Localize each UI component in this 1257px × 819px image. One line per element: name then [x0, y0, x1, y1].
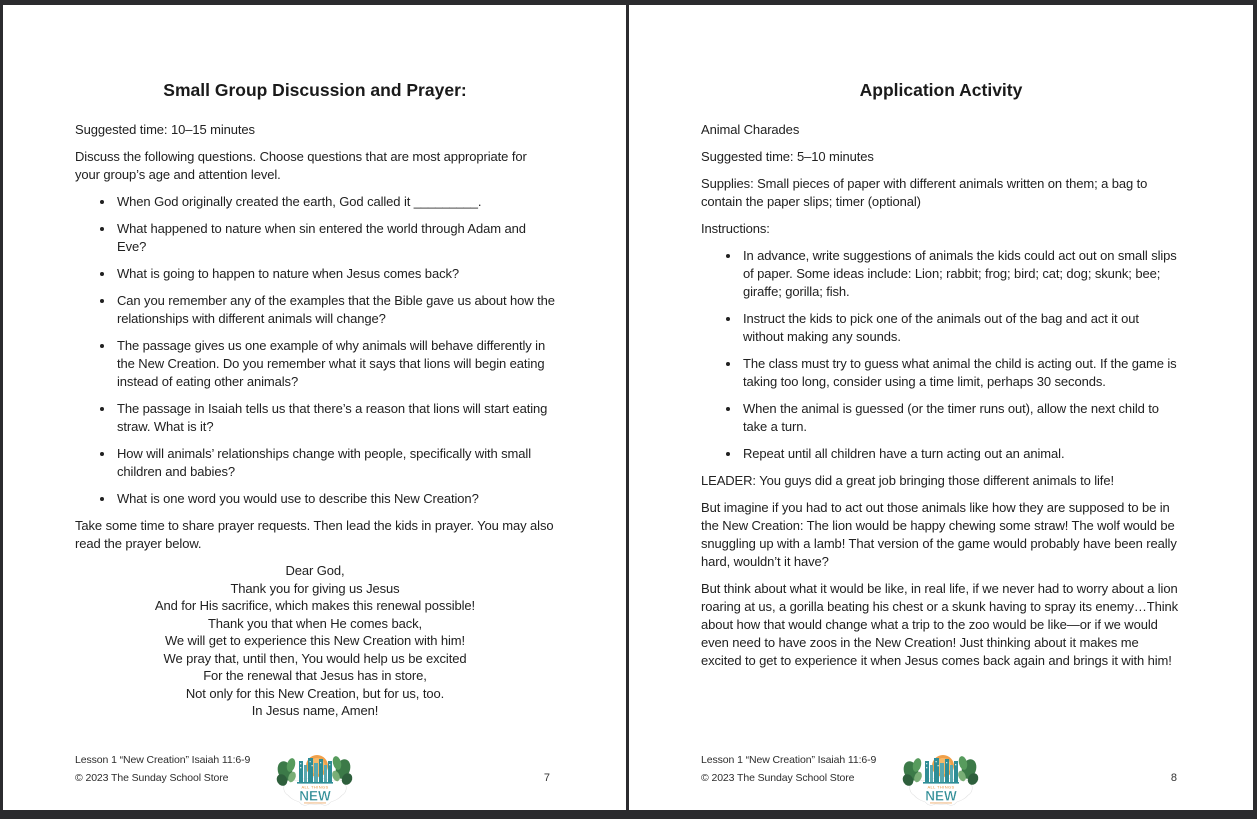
- instruction-item: • In advance, write suggestions of animals the kids could act out on small slips of paper. Some ideas include: Lion; rabbit; frog; bird; cat; dog; skunk; bee; giraffe; gorilla; fish.: [741, 247, 1181, 301]
- instruction-item: • Instruct the kids to pick one of the animals out of the bag and act it out without making any sounds.: [741, 310, 1181, 346]
- logo-wordmark: NEW: [925, 788, 957, 804]
- leader-script: LEADER: You guys did a great job bringing those different animals to life!: [701, 473, 1114, 488]
- logo-tagline: ALL THINGS: [927, 784, 955, 790]
- instruction-item: • The class must try to guess what animal the child is acting out. If the game is taking too long, consider using a time limit, perhaps 30 seconds.: [741, 355, 1181, 391]
- page-right-content: [629, 5, 1181, 670]
- all-things-new-logo: [275, 749, 355, 807]
- prayer-line: Thank you for giving us Jesus: [230, 580, 400, 596]
- all-things-new-logo: [901, 749, 981, 807]
- footer-lesson-line: Lesson 1 “New Creation” Isaiah 11:6-9: [75, 754, 251, 766]
- logo-tagline: ALL THINGS: [300, 784, 329, 790]
- suggested-time: Suggested time: 10–15 minutes: [75, 122, 255, 137]
- footer-lesson-line: Lesson 1 “New Creation” Isaiah 11:6-9: [701, 754, 877, 766]
- discussion-question: • The passage gives us one example of why animals will behave differently in the New Creation. Do you remember what it says that lions will begin eating instead of eating other animals?: [115, 337, 555, 391]
- prayer-line: Thank you that when He comes back,: [207, 615, 423, 631]
- page-number: 8: [1170, 772, 1177, 784]
- page-number: 7: [543, 772, 550, 784]
- footer-lesson-info: [75, 752, 250, 787]
- instructions-label: Instructions:: [701, 221, 770, 236]
- leader-script: But think about what it would be like, in real life, if we never had to worry about a lion roaring at us, a gorilla beating his chest or a skunk having to spray its enemy…Think about how that would change what a trip to the zoo would be like—or if we would even need to have zoos in the New Creation! Just thinking about it makes me excited to get to experience it when Jesus comes back again and brings it with him!: [701, 581, 1179, 668]
- discussion-question: • What happened to nature when sin entered the world through Adam and Eve?: [115, 220, 555, 256]
- prayer-intro: Take some time to share prayer requests. Then lead the kids in prayer. You may also read the prayer below.: [75, 518, 554, 551]
- activity-name: Animal Charades: [701, 122, 800, 137]
- logo-wordmark: NEW: [298, 788, 331, 804]
- prayer-line: In Jesus name, Amen!: [251, 703, 379, 718]
- instruction-list: [701, 247, 1181, 463]
- discussion-question: • When God originally created the earth, God called it _________.: [115, 193, 555, 211]
- page-title: Small Group Discussion and Prayer:: [163, 80, 467, 100]
- page-title: Application Activity: [859, 80, 1023, 100]
- prayer-line: We pray that, until then, You would help us be excited: [163, 650, 467, 666]
- discussion-question: • How will animals’ relationships change with people, specifically with small children and babies?: [115, 445, 555, 481]
- discussion-question: • What is going to happen to nature when Jesus comes back?: [115, 265, 555, 283]
- footer-copyright-line: © 2023 The Sunday School Store: [701, 771, 855, 784]
- discussion-question: • The passage in Isaiah tells us that there’s a reason that lions will start eating straw. What is it?: [115, 400, 555, 436]
- prayer-text: [75, 562, 555, 720]
- footer-copyright-line: © 2023 The Sunday School Store: [75, 771, 229, 784]
- prayer-line: Not only for this New Creation, but for us, too.: [185, 685, 445, 701]
- instruction-item: • Repeat until all children have a turn acting out an animal.: [741, 445, 1181, 463]
- discussion-question: • Can you remember any of the examples that the Bible gave us about how the relationships with different animals will change?: [115, 292, 555, 328]
- prayer-line: Dear God,: [285, 563, 345, 578]
- page-right: [629, 5, 1253, 810]
- supplies: Supplies: Small pieces of paper with different animals written on them; a bag to contain the paper slips; timer (optional): [701, 176, 1148, 209]
- page-left: [3, 5, 626, 810]
- discussion-intro: Discuss the following questions. Choose questions that are most appropriate for your group’s age and attention level.: [75, 149, 527, 182]
- discussion-question: • What is one word you would use to describe this New Creation?: [115, 490, 555, 508]
- discussion-question-list: [75, 193, 555, 508]
- prayer-line: And for His sacrifice, which makes this renewal possible!: [154, 598, 476, 613]
- prayer-line: We will get to experience this New Creation with him!: [164, 633, 466, 648]
- instruction-item: • When the animal is guessed (or the timer runs out), allow the next child to take a turn.: [741, 400, 1181, 436]
- prayer-line: For the renewal that Jesus has in store,: [203, 668, 427, 683]
- suggested-time: Suggested time: 5–10 minutes: [701, 149, 874, 164]
- page-left-content: [3, 5, 555, 720]
- footer-lesson-info: [701, 752, 876, 787]
- leader-script: But imagine if you had to act out those animals like how they are supposed to be in the New Creation: The lion would be happy chewing some straw! The wolf would be snuggling up with a lamb! That version of the game would probably have been really hard, wouldn’t it have?: [701, 500, 1177, 569]
